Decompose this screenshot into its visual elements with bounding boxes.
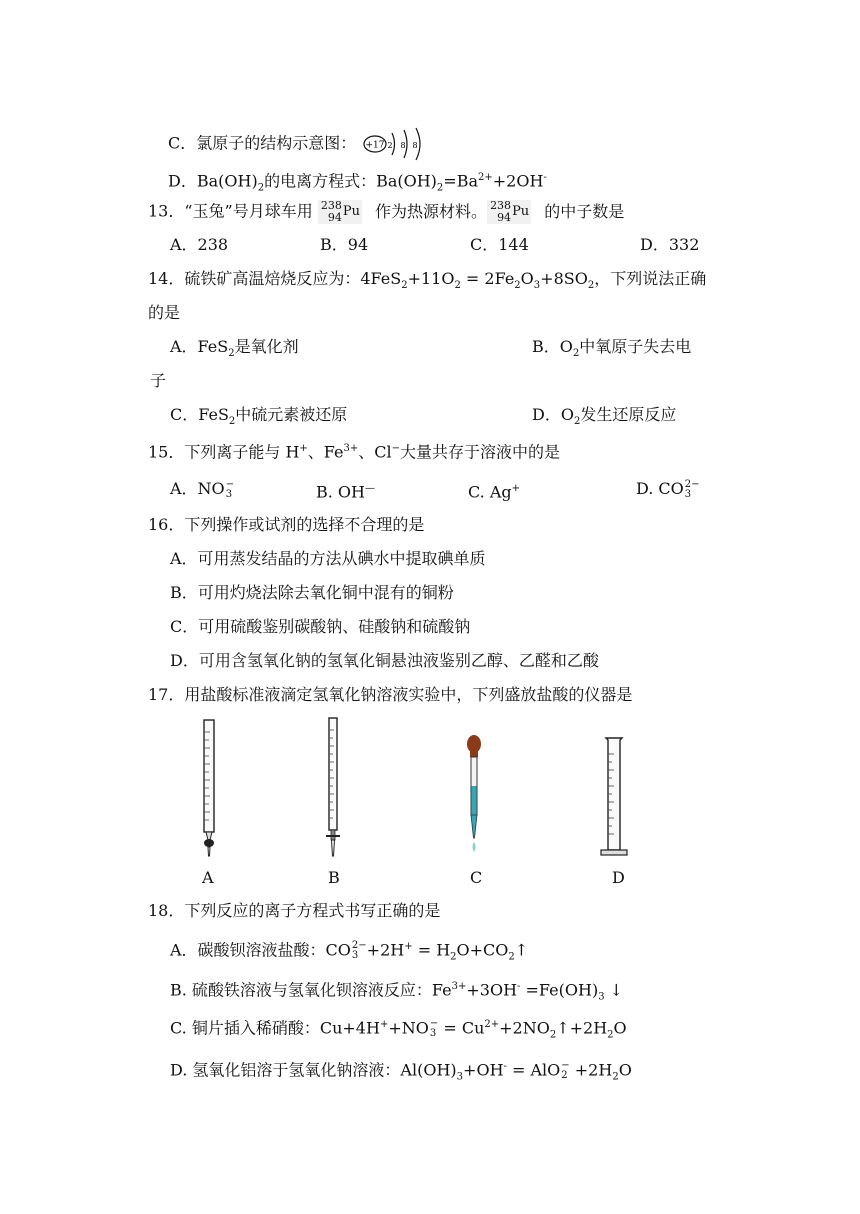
sub: 2 xyxy=(514,280,521,292)
q12-d-sub2: 2 xyxy=(436,182,444,194)
q13-option-a: A．238 xyxy=(170,235,229,254)
sup: − xyxy=(429,1017,439,1029)
q13-stem-c: 的中子数是 xyxy=(544,201,625,221)
q14-stem-line1 xyxy=(148,268,706,297)
instrument-label-a: A xyxy=(202,868,214,887)
sub: 2 xyxy=(561,1069,568,1081)
sup: — xyxy=(365,483,375,494)
dropper-image xyxy=(462,734,486,858)
q13-stem-a: 13．“玉兔”号月球车用 xyxy=(148,201,313,221)
chlorine-atom-diagram xyxy=(361,127,427,161)
sup: + xyxy=(379,1019,389,1030)
sup: − xyxy=(561,1059,570,1071)
atomic-number: 94 xyxy=(497,211,512,224)
q15-d: D. CO xyxy=(636,479,684,498)
sub: 3 xyxy=(684,488,692,500)
pu238-nuclide-image-2 xyxy=(487,200,531,224)
q13-stem xyxy=(148,200,624,224)
q18-a4: O+CO xyxy=(456,940,509,960)
shell-3-count: 8 xyxy=(412,141,418,150)
q15-c: C. Ag xyxy=(468,482,512,502)
q14-d2: 发生还原反应 xyxy=(580,405,677,424)
sup: 3+ xyxy=(451,981,467,992)
q18-stem: 18．下列反应的离子方程式书写正确的是 xyxy=(148,901,441,920)
q18-d5: O xyxy=(618,1060,632,1080)
q18-b2: +3OH xyxy=(466,980,518,1000)
q13-option-b: B．94 xyxy=(320,235,369,254)
q18-option-b xyxy=(170,976,623,1009)
sub: 3 xyxy=(351,949,359,961)
q18-d4: +2H xyxy=(569,1060,613,1080)
q12-d-tail: +2OH xyxy=(492,171,544,191)
q15-s4: 大量共存于溶液中的是 xyxy=(400,442,561,462)
sup: + xyxy=(404,941,413,952)
q14-stem-line2: 的是 xyxy=(148,303,181,322)
nucleus-charge: +17 xyxy=(365,140,385,151)
sub: 2 xyxy=(572,348,580,360)
q15-option-c xyxy=(468,478,520,503)
instrument-label-c: C xyxy=(470,868,483,887)
q12-d-sub: 2 xyxy=(257,182,265,194)
mass-number: 238 xyxy=(490,199,512,212)
mass-number: 238 xyxy=(320,199,342,212)
q14-a1: A．FeS xyxy=(170,337,229,356)
q18-a1: A．碳酸钡溶液盐酸：CO xyxy=(170,940,351,960)
q18-c1: C. 铜片插入稀硝酸：Cu+4H xyxy=(170,1018,380,1038)
sub: 3 xyxy=(456,1071,464,1083)
sub: 2 xyxy=(587,280,595,292)
q14-option-a xyxy=(170,336,299,365)
q14-option-c xyxy=(170,404,347,433)
sub: 2 xyxy=(228,416,236,428)
q12-d-sup2: - xyxy=(543,172,547,183)
q14-d1: D．O xyxy=(532,405,574,424)
q16-option-b: B．可用灼烧法除去氧化铜中混有的铜粉 xyxy=(170,583,454,602)
sub: 3 xyxy=(533,280,541,292)
q15-b: B. OH xyxy=(316,482,365,502)
q18-c2: +NO xyxy=(388,1018,429,1038)
q12-option-d xyxy=(168,167,547,200)
sub: 2 xyxy=(573,416,581,428)
element-symbol: Pu xyxy=(512,204,530,219)
q18-c3: = Cu xyxy=(438,1018,485,1038)
q14-s6: ，下列说法正确 xyxy=(594,269,707,288)
sup: 3+ xyxy=(343,443,359,454)
sup: − xyxy=(225,478,235,490)
q14-a2: 是氧化剂 xyxy=(234,337,299,356)
acid-burette-image xyxy=(198,718,222,858)
q13-stem-b: 作为热源材料。 xyxy=(375,201,488,221)
q14-s5: +8SO xyxy=(540,269,588,288)
q18-option-c xyxy=(170,1014,627,1047)
base-burette-image xyxy=(322,716,346,860)
q14-s4: O xyxy=(520,269,534,288)
q12-option-c xyxy=(168,127,427,161)
q18-a2: +2H xyxy=(366,940,405,960)
sub: 2 xyxy=(228,348,235,360)
q12-d-mid: 的电离方程式：Ba(OH) xyxy=(264,171,437,191)
q14-c1: C．FeS xyxy=(170,405,229,424)
q12-d-sup: 2+ xyxy=(478,172,493,183)
q15-s3: 、Cl xyxy=(358,442,392,462)
shell-1-count: 2 xyxy=(387,141,393,150)
q12-d-text: D．Ba(OH) xyxy=(168,171,258,191)
shell-2-count: 8 xyxy=(400,141,406,150)
q15-option-b xyxy=(316,478,375,503)
sup: - xyxy=(517,981,521,992)
q18-a3: = H xyxy=(412,940,451,960)
q14-b1: B．O xyxy=(532,337,573,356)
q14-s1: 14．硫铁矿高温焙烧反应为：4FeS xyxy=(148,269,402,288)
q14-option-b-wrap: 子 xyxy=(150,371,167,390)
q18-b1: B. 硫酸铁溶液与氢氧化钡溶液反应：Fe xyxy=(170,980,452,1000)
q18-option-d xyxy=(170,1056,632,1089)
sup: + xyxy=(511,483,521,494)
q15-option-d xyxy=(636,478,700,500)
q18-d1: D. 氢氧化铝溶于氢氧化钠溶液：Al(OH) xyxy=(170,1060,457,1080)
q13-option-d: D．332 xyxy=(640,235,700,254)
q18-b4: ↓ xyxy=(604,980,624,1000)
sub: 2 xyxy=(401,280,408,292)
element-symbol: Pu xyxy=(342,204,360,219)
sub: 2 xyxy=(450,951,457,963)
sup: 2− xyxy=(351,939,367,951)
sub: 2 xyxy=(454,280,461,292)
q15-s1: 15．下列离子能与 H xyxy=(148,442,300,462)
q15-option-a xyxy=(170,478,234,500)
pu238-nuclide-image xyxy=(318,200,362,224)
q14-b2: 中氧原子失去电 xyxy=(579,337,692,356)
sub: 3 xyxy=(598,991,605,1003)
sub: 2 xyxy=(508,951,515,963)
q17-stem: 17．用盐酸标准液滴定氢氧化钠溶液实验中，下列盛放盐酸的仪器是 xyxy=(148,685,633,704)
q18-c6: O xyxy=(613,1018,627,1038)
q14-option-b xyxy=(532,336,691,365)
q18-a5: ↑ xyxy=(514,940,529,960)
sup: + xyxy=(299,443,308,454)
sub: 2 xyxy=(607,1029,614,1041)
sub: 3 xyxy=(429,1027,437,1039)
sup: 2− xyxy=(684,478,700,490)
q18-b3: =Fe(OH) xyxy=(520,980,599,1000)
q18-d3: = AlO xyxy=(506,1060,561,1080)
q16-option-a: A．可用蒸发结晶的方法从碘水中提取碘单质 xyxy=(170,549,486,568)
q18-c4: +2NO xyxy=(499,1018,550,1038)
q16-option-c: C．可用硫酸鉴别碳酸钠、硅酸钠和硫酸钠 xyxy=(170,617,471,636)
graduated-cylinder-image xyxy=(598,734,630,858)
q18-c5: ↑+2H xyxy=(556,1018,608,1038)
q15-s2: 、Fe xyxy=(307,442,344,462)
atomic-number: 94 xyxy=(327,211,342,224)
q14-c2: 中硫元素被还原 xyxy=(235,405,348,424)
q14-s3: = 2Fe xyxy=(460,269,515,288)
q14-s2: +11O xyxy=(407,269,455,288)
q15-a: A．NO xyxy=(170,479,225,498)
sup: − xyxy=(391,443,401,454)
sub: 2 xyxy=(549,1029,557,1041)
q14-option-d xyxy=(532,404,676,433)
q18-d2: +OH xyxy=(463,1060,504,1080)
sup: - xyxy=(503,1061,507,1072)
sup: 2+ xyxy=(484,1019,500,1030)
q12-c-text: C．氯原子的结构示意图： xyxy=(168,133,357,153)
sub: 3 xyxy=(225,488,233,500)
q12-d-eq: =Ba xyxy=(443,171,478,191)
q16-option-d: D．可用含氢氧化钠的氢氧化铜悬浊液鉴别乙醇、乙醛和乙酸 xyxy=(170,651,599,670)
q18-option-a xyxy=(170,936,528,969)
sub: 2 xyxy=(612,1071,619,1083)
instrument-label-b: B xyxy=(328,868,340,887)
q16-stem: 16．下列操作或试剂的选择不合理的是 xyxy=(148,515,425,534)
instrument-label-d: D xyxy=(612,868,625,887)
q13-option-c: C．144 xyxy=(470,235,529,254)
q15-stem xyxy=(148,438,560,463)
